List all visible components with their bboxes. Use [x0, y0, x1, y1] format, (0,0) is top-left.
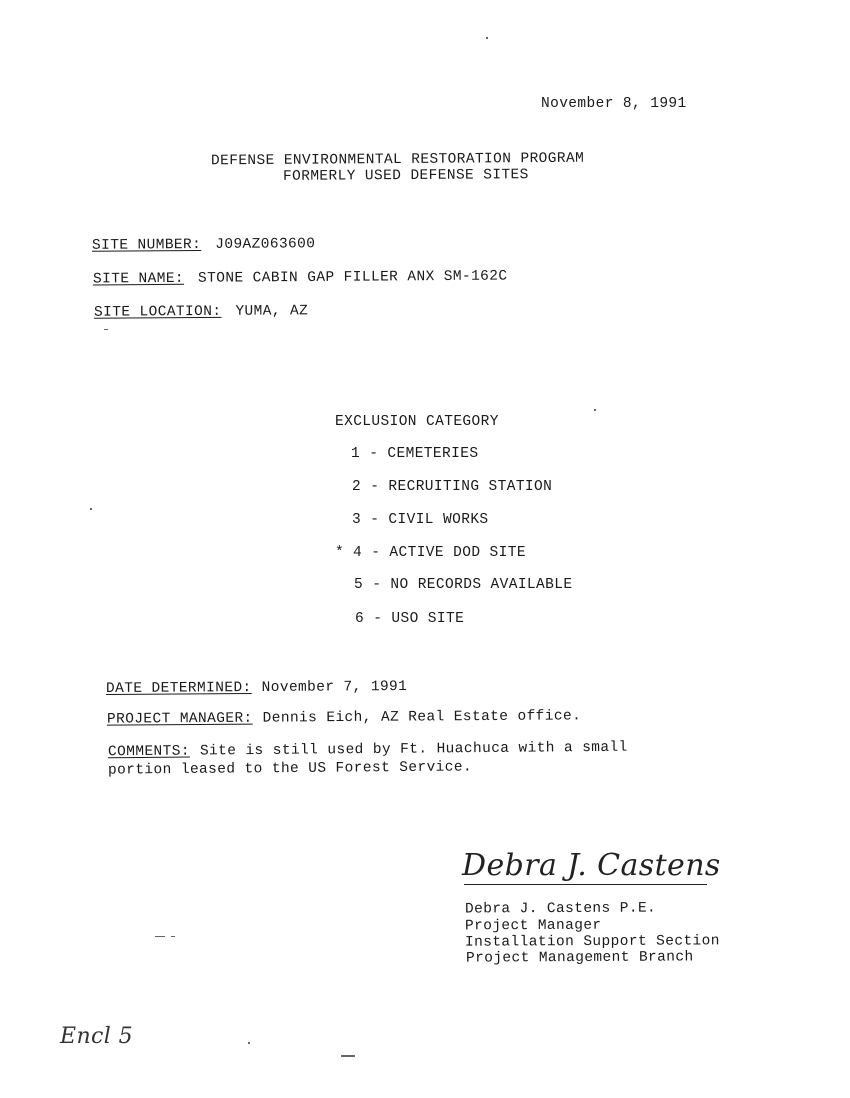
handwritten-signature: Debra J. Castens [462, 848, 721, 883]
signer-branch: Project Management Branch [465, 949, 694, 967]
enclosure-annotation: Encl 5 [60, 1024, 133, 1049]
comments-line-1: Site is still used by Ft. Huachuca with a small [199, 739, 628, 760]
site-name-label: SITE NAME: [92, 270, 185, 288]
signature-line [464, 884, 707, 885]
comments-label: COMMENTS: [107, 743, 190, 761]
exclusion-item-6: 6 - USO SITE [355, 611, 465, 627]
project-manager-row [107, 708, 581, 727]
site-number-row [92, 236, 315, 254]
signer-title: Project Manager [464, 917, 602, 935]
date-determined-label: DATE DETERMINED: [105, 680, 252, 698]
program-heading: DEFENSE ENVIRONMENTAL RESTORATION PROGRAM [210, 150, 585, 170]
site-location-value: YUMA, AZ [235, 303, 309, 320]
site-location-row [94, 303, 308, 320]
scan-speck [341, 1055, 355, 1057]
scan-speck [104, 329, 108, 330]
project-manager-label: PROJECT MANAGER: [106, 710, 253, 728]
program-subheading: FORMERLY USED DEFENSE SITES [282, 167, 529, 185]
signer-section: Installation Support Section [464, 933, 720, 951]
scan-speck [248, 1042, 250, 1044]
exclusion-item-5: 5 - NO RECORDS AVAILABLE [354, 577, 573, 593]
comments-row [108, 740, 628, 761]
exclusion-item-2: 2 - RECRUITING STATION [352, 479, 553, 495]
site-number-label: SITE NUMBER: [91, 237, 202, 254]
exclusion-item-1: 1 - CEMETERIES [351, 446, 479, 462]
exclusion-item-4: 4 - ACTIVE DOD SITE [353, 545, 526, 561]
signer-name: Debra J. Castens P.E. [464, 900, 657, 918]
date-determined-row [106, 679, 407, 697]
exclusion-category-title: EXCLUSION CATEGORY [335, 414, 499, 430]
comments-line-2: portion leased to the US Forest Service. [107, 759, 473, 779]
document-date: November 8, 1991 [541, 96, 687, 112]
site-number-value: J09AZ063600 [215, 236, 316, 253]
scan-speck [155, 936, 165, 937]
site-name-value: STONE CABIN GAP FILLER ANX SM-162C [197, 268, 508, 287]
site-name-row [93, 269, 508, 288]
exclusion-item-3: 3 - CIVIL WORKS [352, 512, 489, 528]
scan-speck [171, 936, 175, 937]
exclusion-selected-marker: * [335, 545, 345, 561]
scan-speck [90, 508, 92, 510]
date-determined-value: November 7, 1991 [261, 678, 408, 696]
scan-speck [594, 409, 596, 411]
site-location-label: SITE LOCATION: [93, 303, 222, 321]
project-manager-value: Dennis Eich, AZ Real Estate office. [262, 708, 582, 727]
scan-speck [486, 37, 488, 39]
